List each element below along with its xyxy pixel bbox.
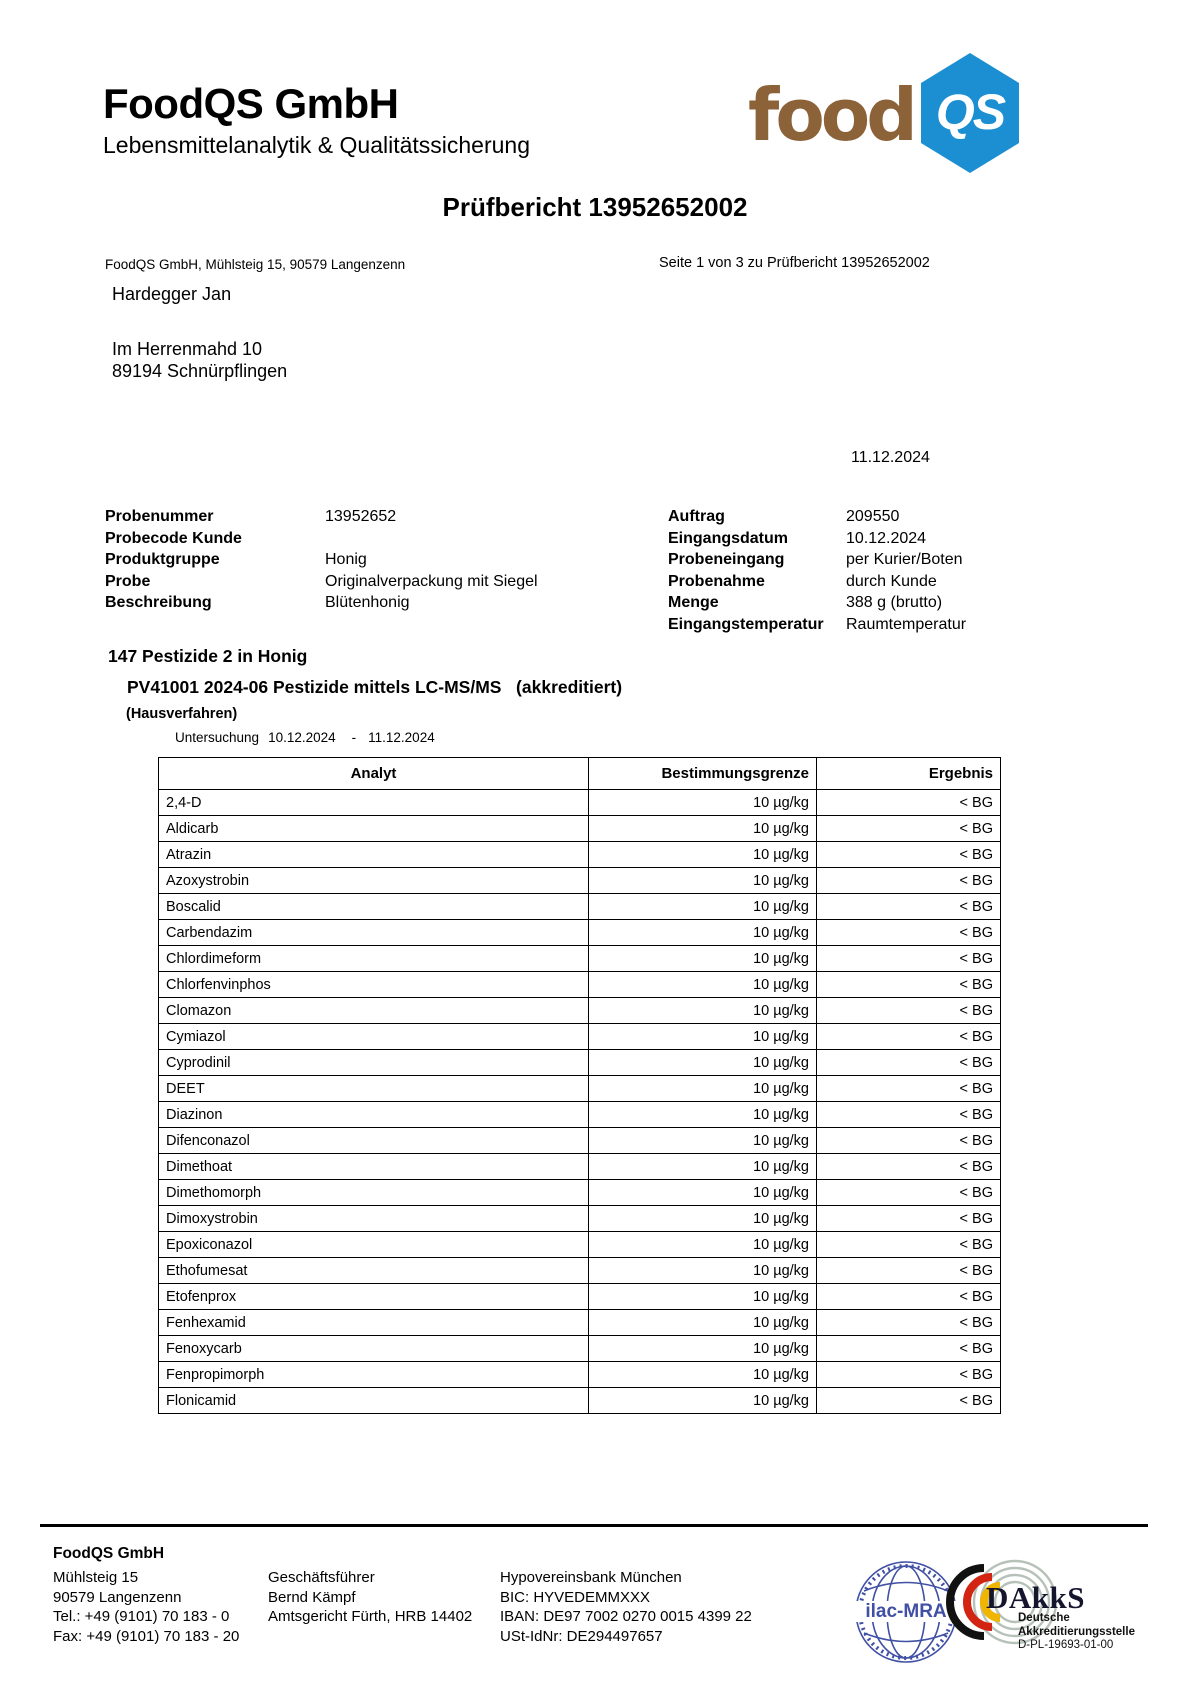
result-cell: < BG	[817, 1258, 1001, 1284]
analyt-cell: Chlorfenvinphos	[159, 972, 589, 998]
examination-to-date: 11.12.2024	[368, 730, 435, 745]
detail-label: Eingangstemperatur	[668, 615, 824, 633]
limit-cell: 10 µg/kg	[589, 842, 817, 868]
detail-value: Raumtemperatur	[846, 615, 967, 633]
detail-value: 209550	[846, 508, 900, 525]
detail-value: 10.12.2024	[846, 529, 927, 547]
limit-cell: 10 µg/kg	[589, 868, 817, 894]
detail-row	[668, 616, 966, 638]
company-name: FoodQS GmbH	[103, 80, 399, 127]
result-cell: < BG	[817, 972, 1001, 998]
footer-line: Mühlsteig 15	[53, 1569, 139, 1586]
analyt-cell: Etofenprox	[159, 1284, 589, 1310]
analyt-cell: Dimoxystrobin	[159, 1206, 589, 1232]
recipient-street: Im Herrenmahd 10	[112, 339, 263, 359]
detail-label: Probecode Kunde	[105, 529, 242, 547]
detail-value: Originalverpackung mit Siegel	[325, 572, 538, 590]
detail-label: Eingangsdatum	[668, 529, 789, 547]
table-row	[159, 1310, 1001, 1336]
footer-line: Bernd Kämpf	[268, 1588, 356, 1606]
analyt-cell: Cymiazol	[159, 1024, 589, 1050]
analyt-cell: Dimethoat	[159, 1154, 589, 1180]
sample-details-right	[668, 508, 966, 637]
limit-cell: 10 µg/kg	[589, 1154, 817, 1180]
footer-line: BIC: HYVEDEMMXXX	[500, 1588, 651, 1606]
footer-line: IBAN: DE97 7002 0270 0015 4399 22	[500, 1608, 752, 1625]
detail-row	[668, 530, 966, 552]
dakks-subtext	[1018, 1612, 1135, 1653]
limit-cell: 10 µg/kg	[589, 1024, 817, 1050]
result-cell: < BG	[817, 1024, 1001, 1050]
result-cell: < BG	[817, 1232, 1001, 1258]
detail-value: Blütenhonig	[325, 594, 410, 611]
detail-value: per Kurier/Boten	[846, 551, 963, 568]
dakks-subtext-line: Deutsche	[1018, 1612, 1070, 1624]
limit-cell: 10 µg/kg	[589, 972, 817, 998]
analyt-cell: Fenpropimorph	[159, 1362, 589, 1388]
analyt-cell: Diazinon	[159, 1102, 589, 1128]
dakks-logo	[940, 1556, 1170, 1668]
sender-line: FoodQS GmbH, Mühlsteig 15, 90579 Langenzenn	[105, 257, 406, 272]
result-cell: < BG	[817, 1362, 1001, 1388]
table-row	[159, 1180, 1001, 1206]
section-method: PV41001 2024-06 Pestizide mittels LC-MS/MS (akkreditiert)	[127, 677, 623, 697]
footer-line: Geschäftsführer	[268, 1569, 375, 1586]
detail-label: Produktgruppe	[105, 551, 220, 568]
analyt-cell: 2,4-D	[159, 790, 589, 816]
table-row	[159, 1232, 1001, 1258]
detail-row	[105, 594, 538, 616]
limit-cell: 10 µg/kg	[589, 816, 817, 842]
page-info: Seite 1 von 3 zu Prüfbericht 13952652002	[659, 255, 930, 271]
limit-cell: 10 µg/kg	[589, 1336, 817, 1362]
footer-line: Fax: +49 (9101) 70 183 - 20	[53, 1627, 240, 1645]
detail-row	[105, 573, 538, 595]
result-cell: < BG	[817, 894, 1001, 920]
detail-label: Probenummer	[105, 508, 214, 525]
table-row	[159, 868, 1001, 894]
detail-value: 13952652	[325, 508, 397, 525]
result-cell: < BG	[817, 1154, 1001, 1180]
analyt-cell: Chlordimeform	[159, 946, 589, 972]
detail-value: 388 g (brutto)	[846, 594, 943, 611]
result-cell: < BG	[817, 816, 1001, 842]
section-note: (Hausverfahren)	[126, 706, 238, 722]
limit-cell: 10 µg/kg	[589, 920, 817, 946]
analyt-cell: Cyprodinil	[159, 1050, 589, 1076]
analyt-cell: Boscalid	[159, 894, 589, 920]
examination-separator: -	[351, 730, 357, 745]
table-row	[159, 816, 1001, 842]
detail-label: Beschreibung	[105, 594, 212, 611]
analyt-cell: Carbendazim	[159, 920, 589, 946]
limit-cell: 10 µg/kg	[589, 1102, 817, 1128]
analyt-cell: Dimethomorph	[159, 1180, 589, 1206]
detail-label: Probenahme	[668, 572, 765, 590]
footer-line: 90579 Langenzenn	[53, 1588, 182, 1606]
detail-row	[668, 594, 966, 616]
analyt-cell: Atrazin	[159, 842, 589, 868]
result-cell: < BG	[817, 1206, 1001, 1232]
logo-hexagon-icon	[920, 52, 1020, 179]
table-row	[159, 1284, 1001, 1310]
examination-label: Untersuchung	[175, 730, 260, 745]
result-cell: < BG	[817, 1310, 1001, 1336]
results-table	[158, 757, 1001, 1414]
footer-line: USt-IdNr: DE294497657	[500, 1627, 663, 1645]
result-cell: < BG	[817, 1128, 1001, 1154]
dakks-subtext-line: Akkreditierungsstelle	[1018, 1625, 1135, 1638]
dakks-accreditation-id: D-PL-19693-01-00	[1018, 1639, 1114, 1651]
analyt-cell: Ethofumesat	[159, 1258, 589, 1284]
analyt-cell: Flonicamid	[159, 1388, 589, 1414]
detail-label: Menge	[668, 594, 719, 611]
table-row	[159, 842, 1001, 868]
limit-cell: 10 µg/kg	[589, 1258, 817, 1284]
table-row	[159, 1128, 1001, 1154]
table-row	[159, 1206, 1001, 1232]
limit-cell: 10 µg/kg	[589, 1206, 817, 1232]
analyt-cell: Epoxiconazol	[159, 1232, 589, 1258]
limit-cell: 10 µg/kg	[589, 790, 817, 816]
table-row	[159, 1362, 1001, 1388]
table-row	[159, 972, 1001, 998]
table-row	[159, 1154, 1001, 1180]
recipient-city: 89194 Schnürpflingen	[112, 361, 288, 381]
svg-text:ilac-MRA: ilac-MRA	[865, 1601, 947, 1622]
detail-value: Honig	[325, 551, 367, 568]
examination-from-date: 10.12.2024	[268, 730, 336, 745]
table-row	[159, 1336, 1001, 1362]
limit-cell: 10 µg/kg	[589, 1128, 817, 1154]
detail-row	[668, 508, 966, 530]
limit-cell: 10 µg/kg	[589, 1076, 817, 1102]
table-row	[159, 920, 1001, 946]
section-title: 147 Pestizide 2 in Honig	[108, 646, 308, 666]
result-cell: < BG	[817, 1284, 1001, 1310]
footer-divider	[40, 1524, 1148, 1527]
detail-label: Probe	[105, 572, 151, 590]
detail-row	[105, 508, 538, 530]
limit-cell: 10 µg/kg	[589, 894, 817, 920]
header-limit: Bestimmungsgrenze	[589, 758, 817, 790]
result-cell: < BG	[817, 842, 1001, 868]
detail-row	[668, 573, 966, 595]
table-row	[159, 1050, 1001, 1076]
result-cell: < BG	[817, 1102, 1001, 1128]
limit-cell: 10 µg/kg	[589, 998, 817, 1024]
table-row	[159, 1024, 1001, 1050]
table-row	[159, 1076, 1001, 1102]
result-cell: < BG	[817, 1336, 1001, 1362]
header-analyt: Analyt	[159, 758, 589, 790]
result-cell: < BG	[817, 998, 1001, 1024]
analyt-cell: Azoxystrobin	[159, 868, 589, 894]
limit-cell: 10 µg/kg	[589, 1232, 817, 1258]
sample-details-left	[105, 508, 538, 616]
table-row	[159, 894, 1001, 920]
analyt-cell: Fenoxycarb	[159, 1336, 589, 1362]
limit-cell: 10 µg/kg	[589, 1050, 817, 1076]
table-row	[159, 1258, 1001, 1284]
footer-bank-column	[500, 1568, 830, 1646]
footer-columns	[53, 1568, 830, 1646]
analyt-cell: Aldicarb	[159, 816, 589, 842]
limit-cell: 10 µg/kg	[589, 1310, 817, 1336]
result-cell: < BG	[817, 946, 1001, 972]
analyt-cell: Clomazon	[159, 998, 589, 1024]
header-result: Ergebnis	[817, 758, 1001, 790]
examination-period	[175, 730, 435, 745]
detail-label: Auftrag	[668, 508, 725, 525]
table-row	[159, 946, 1001, 972]
footer-line: Hypovereinsbank München	[500, 1569, 682, 1586]
detail-row	[105, 530, 538, 552]
table-row	[159, 1388, 1001, 1414]
limit-cell: 10 µg/kg	[589, 1284, 817, 1310]
result-cell: < BG	[817, 1050, 1001, 1076]
report-date: 11.12.2024	[851, 449, 930, 466]
logo-food-text: food	[748, 73, 914, 157]
footer-line: Amtsgericht Fürth, HRB 14402	[268, 1608, 473, 1625]
result-cell: < BG	[817, 868, 1001, 894]
result-cell: < BG	[817, 1388, 1001, 1414]
footer-management-column	[268, 1568, 500, 1646]
analyt-cell: Fenhexamid	[159, 1310, 589, 1336]
limit-cell: 10 µg/kg	[589, 1180, 817, 1206]
foodqs-logo	[748, 52, 1020, 178]
limit-cell: 10 µg/kg	[589, 1362, 817, 1388]
table-header-row	[159, 758, 1001, 790]
detail-row	[105, 551, 538, 573]
table-row	[159, 1102, 1001, 1128]
detail-row	[668, 551, 966, 573]
company-tagline: Lebensmittelanalytik & Qualitätssicherung	[103, 132, 531, 158]
footer-address-column	[53, 1568, 268, 1646]
dakks-wordmark: DAkkS	[986, 1580, 1085, 1615]
limit-cell: 10 µg/kg	[589, 946, 817, 972]
result-cell: < BG	[817, 1076, 1001, 1102]
result-cell: < BG	[817, 1180, 1001, 1206]
limit-cell: 10 µg/kg	[589, 1388, 817, 1414]
footer-line: Tel.: +49 (9101) 70 183 - 0	[53, 1608, 230, 1625]
result-cell: < BG	[817, 920, 1001, 946]
recipient-name: Hardegger Jan	[112, 284, 232, 304]
table-row	[159, 998, 1001, 1024]
detail-label: Probeneingang	[668, 551, 785, 568]
table-row	[159, 790, 1001, 816]
footer-company: FoodQS GmbH	[53, 1545, 165, 1562]
svg-text:QS: QS	[935, 83, 1004, 140]
result-cell: < BG	[817, 790, 1001, 816]
detail-value: durch Kunde	[846, 572, 937, 590]
analyt-cell: Difenconazol	[159, 1128, 589, 1154]
report-title: Prüfbericht 13952652002	[442, 192, 748, 222]
analyt-cell: DEET	[159, 1076, 589, 1102]
